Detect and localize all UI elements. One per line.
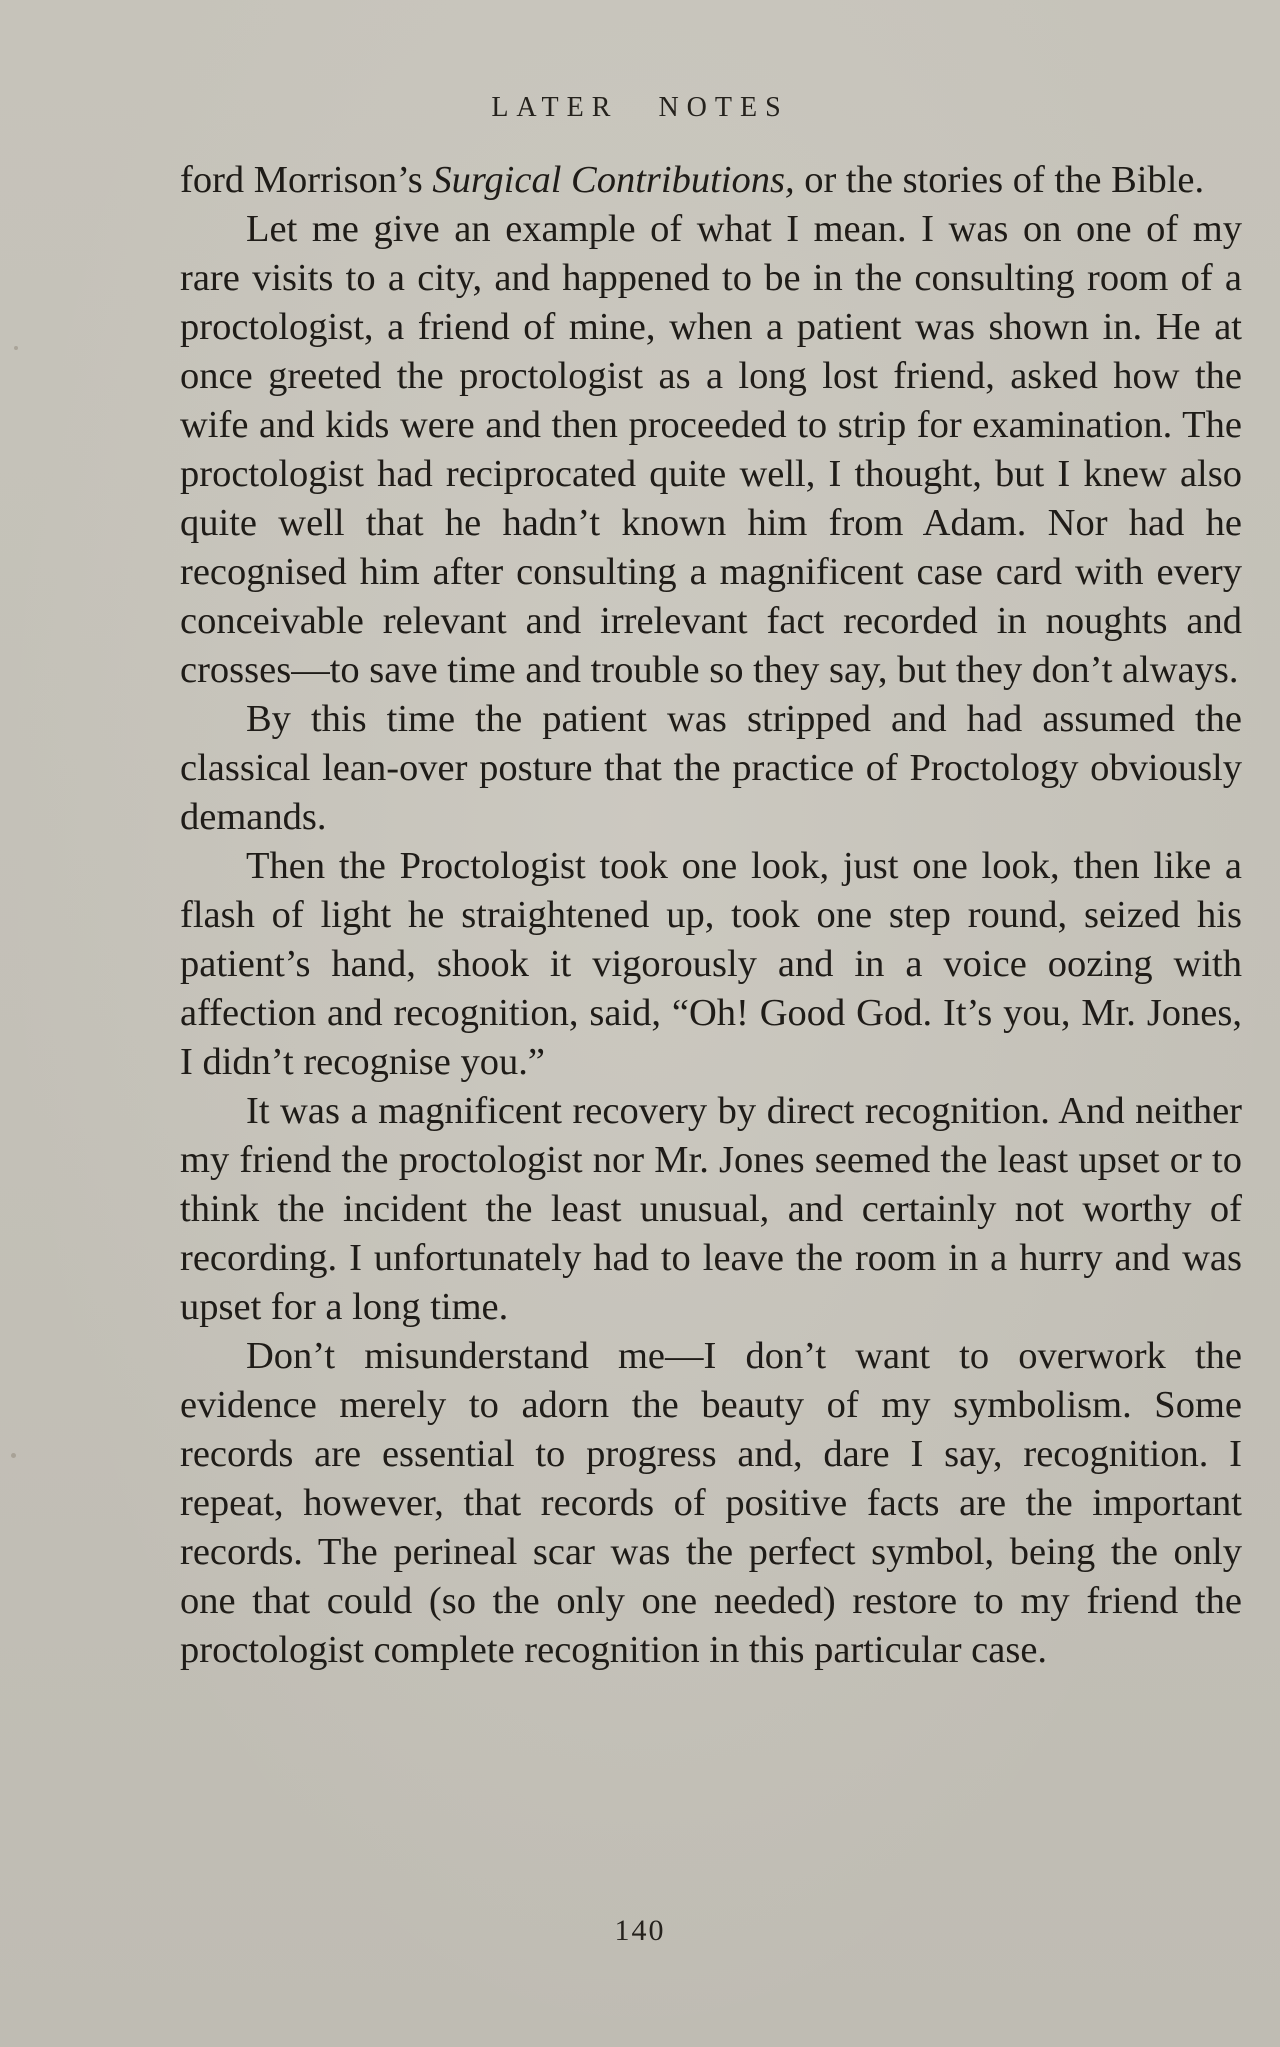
- running-head: [0, 92, 1280, 124]
- paragraph-6: Don’t misunderstand me—I don’t want to overwork the evidence merely to adorn the beauty of my symbolism. Some records are essential to progress and, dare I say, recognition. I repeat, however, that records of positive facts are the important records. The perineal scar was the perfect symbol, being the only one that could (so the only one needed) restore to my friend the proctologist complete recognition in this particular case.: [180, 1335, 1242, 1671]
- page-number: 140: [614, 1914, 666, 1947]
- running-head-right: NOTES: [658, 92, 789, 123]
- paragraph-3: By this time the patient was stripped and had assumed the classical lean-over posture that the practice of Proctology obviously demands.: [180, 698, 1242, 838]
- paragraph-1-end: or the stories of the Bible.: [794, 159, 1205, 201]
- paragraph-5: It was a magnificent recovery by direct recognition. And neither my friend the proctologist nor Mr. Jones seemed the least upset or to think the incident the least unusual, and certainly not worthy of recording. I unfortunately had to leave the room in a hurry and was upset for a long time.: [180, 1090, 1242, 1328]
- running-head-left: LATER: [491, 92, 619, 123]
- paper-speck: [11, 1453, 16, 1458]
- book-title-italic: Surgical Contributions,: [432, 159, 795, 201]
- paragraph-1-start: ford Morrison’s: [180, 159, 433, 201]
- paragraph-2: Let me give an example of what I mean. I was on one of my rare visits to a city, and happened to be in the consulting room of a proctologist, a friend of mine, when a patient was shown in. He at once greeted the proctologist as a long lost friend, asked how the wife and kids were and then proceeded to strip for examination. The proctologist had reciprocated quite well, I thought, but I knew also quite well that he hadn’t known him from Adam. Nor had he recognised him after consulting a magnificent case card with every conceivable relevant and irrelevant fact recorded in noughts and crosses—to save time and trouble so they say, but they don’t always.: [180, 208, 1242, 691]
- paragraph-1: [180, 156, 1242, 205]
- paper-speck: [14, 346, 18, 350]
- body-text: [180, 156, 1242, 1675]
- paragraph-4: Then the Proctologist took one look, just one look, then like a flash of light he straightened up, took one step round, seized his patient’s hand, shook it vigorously and in a voice oozing with affection and recognition, said, “Oh! Good God. It’s you, Mr. Jones, I didn’t recognise you.”: [180, 845, 1242, 1083]
